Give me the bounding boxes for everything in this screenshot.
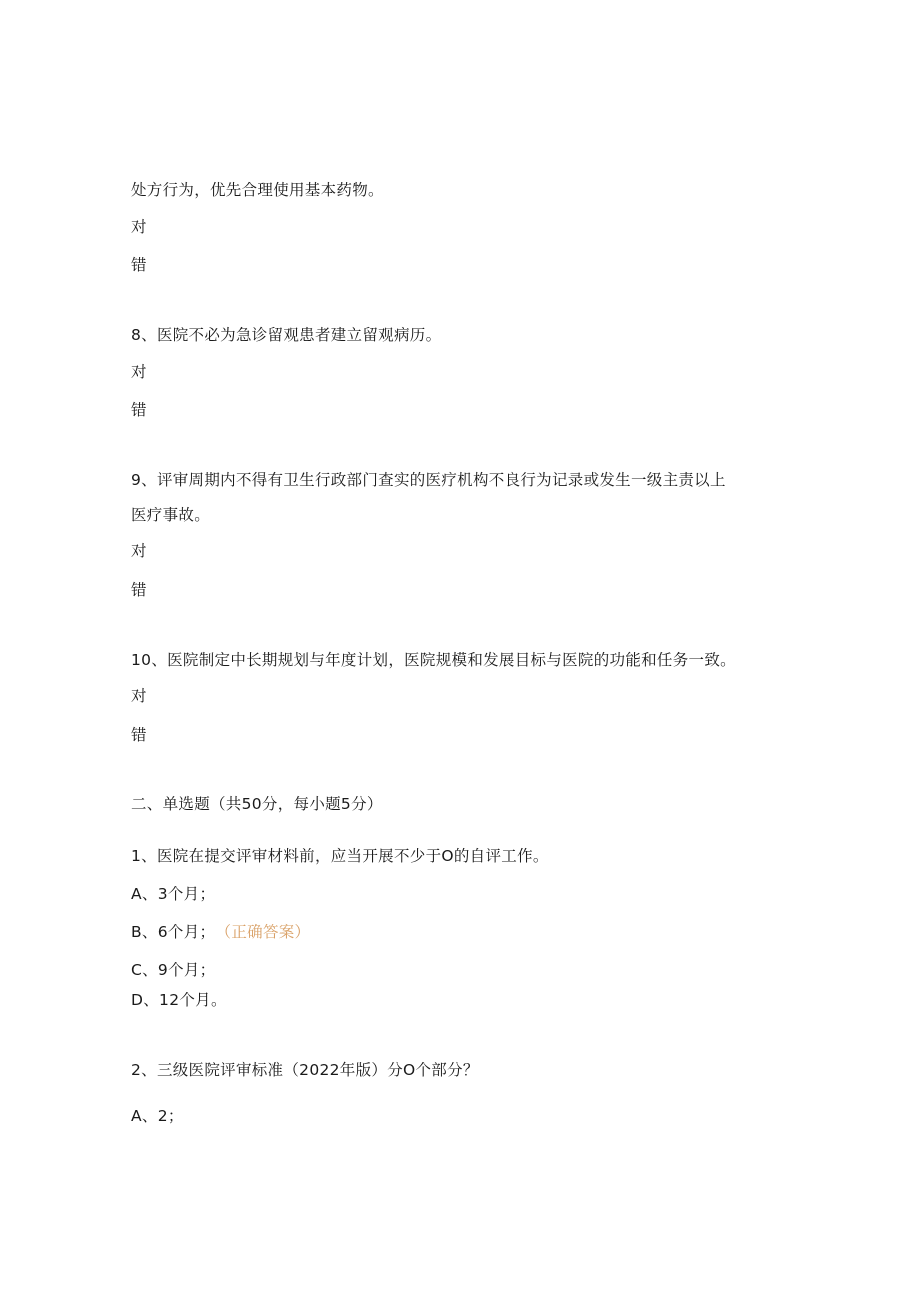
question-2: 2、三级医院评审标准（2022年版）分O个部分？ xyxy=(131,1061,479,1079)
option-true: 对 xyxy=(131,687,147,705)
option-b: B、6个月； （正确答案） xyxy=(131,923,311,941)
option-c: C、9个月； xyxy=(131,961,216,979)
correct-answer-label: （正确答案） xyxy=(223,923,311,941)
option-true: 对 xyxy=(131,218,147,236)
option-false: 错 xyxy=(131,401,147,419)
question-8: 8、医院不必为急诊留观患者建立留观病历。 xyxy=(131,326,442,344)
option-a: A、2； xyxy=(131,1107,184,1125)
question-9: 9、评审周期内不得有卫生行政部门查实的医疗机构不良行为记录或发生一级主责以上 xyxy=(131,471,726,489)
option-false: 错 xyxy=(131,256,147,274)
question-9-continued: 医疗事故。 xyxy=(131,506,211,524)
text-line: 处方行为，优先合理使用基本药物。 xyxy=(131,181,384,199)
option-d: D、12个月。 xyxy=(131,991,227,1009)
option-false: 错 xyxy=(131,581,147,599)
section-heading: 二、单选题（共50分，每小题5分） xyxy=(131,795,383,813)
question-10: 10、医院制定中长期规划与年度计划，医院规模和发展目标与医院的功能和任务一致。 xyxy=(131,651,736,669)
option-false: 错 xyxy=(131,726,147,744)
option-true: 对 xyxy=(131,542,147,560)
option-a: A、3个月； xyxy=(131,885,216,903)
option-true: 对 xyxy=(131,363,147,381)
question-1: 1、医院在提交评审材料前，应当开展不少于O的自评工作。 xyxy=(131,847,549,865)
